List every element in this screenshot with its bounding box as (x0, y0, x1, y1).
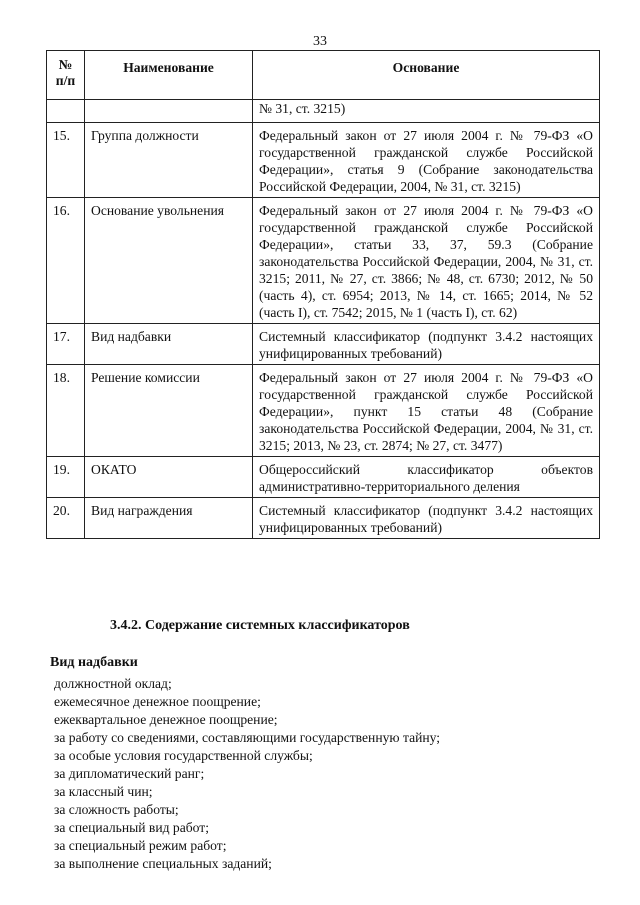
table-row (47, 198, 600, 324)
table-row (47, 498, 600, 539)
cell-empty (85, 100, 253, 123)
list-item: за выполнение специальных заданий; (54, 856, 272, 871)
cell-name: ОКАТО (85, 457, 253, 498)
cell-number: 20. (47, 498, 85, 539)
cell-number: 17. (47, 324, 85, 365)
list-item: за работу со сведениями, составляющими государственную тайну; (54, 730, 441, 745)
list-item: за дипломатический ранг; (54, 766, 205, 781)
list-item: за специальный режим работ; (54, 838, 227, 853)
cell-name: Решение комиссии (85, 365, 253, 457)
section-title: 3.4.2. Содержание системных классификаторов (110, 618, 410, 633)
list-item: за особые условия государственной службы; (54, 748, 313, 763)
table-row (47, 365, 600, 457)
cell-basis: Федеральный закон от 27 июля 2004 г. № 79-ФЗ «О государственной гражданской службе Российской Федерации», статьи 33, 37, 59.3 (Собрание законодательства Российской Федерации, 2004, № 31, ст. 3215; 2011, № 27, ст. 3866; № 48, ст. 6730; 2012, № 50 (часть 4), ст. 6954; 2013, № 14, ст. 1665; 2014, № 52 (часть I), ст. 7542; 2015, № 1 (часть I), ст. 62) (253, 198, 600, 324)
cell-name: Вид награждения (85, 498, 253, 539)
list-item: за сложность работы; (54, 802, 179, 817)
page-number: 33 (313, 34, 327, 49)
cell-number: 19. (47, 457, 85, 498)
cell-name: Вид надбавки (85, 324, 253, 365)
cell-basis: Системный классификатор (подпункт 3.4.2 настоящих унифицированных требований) (253, 324, 600, 365)
header-basis: Основание (253, 51, 600, 100)
cell-basis: Федеральный закон от 27 июля 2004 г. № 79-ФЗ «О государственной гражданской службе Российской Федерации», пункт 15 статьи 48 (Собрание законодательства Российской Федерации, 2004, № 31, ст. 3215; 2013, № 23, ст. 2874; № 27, ст. 3477) (253, 365, 600, 457)
cell-basis: Системный классификатор (подпункт 3.4.2 настоящих унифицированных требований) (253, 498, 600, 539)
cell-number: 18. (47, 365, 85, 457)
cell-name: Основание увольнения (85, 198, 253, 324)
table-header-row (47, 51, 600, 100)
list-item: должностной оклад; (54, 676, 172, 691)
subsection-title: Вид надбавки (50, 655, 138, 670)
list-item: за специальный вид работ; (54, 820, 210, 835)
cell-basis: Федеральный закон от 27 июля 2004 г. № 79-ФЗ «О государственной гражданской службе Российской Федерации», статья 9 (Собрание законодательства Российской Федерации, 2004, № 31, ст. 3215) (253, 123, 600, 198)
table-row-continuation (47, 100, 600, 123)
list-item: за классный чин; (54, 784, 153, 799)
cell-name: Группа должности (85, 123, 253, 198)
header-number: № п/п (47, 51, 85, 100)
table-row (47, 123, 600, 198)
cell-basis: Общероссийский классификатор объектов административно-территориального деления (253, 457, 600, 498)
legal-basis-table (46, 50, 600, 539)
cell-number: 16. (47, 198, 85, 324)
allowance-type-list (54, 675, 440, 873)
cell-basis-continuation: № 31, ст. 3215) (253, 100, 600, 123)
table-row (47, 457, 600, 498)
table-row (47, 324, 600, 365)
list-item: ежемесячное денежное поощрение; (54, 694, 261, 709)
cell-empty (47, 100, 85, 123)
list-item: ежеквартальное денежное поощрение; (54, 712, 278, 727)
header-name: Наименование (85, 51, 253, 100)
cell-number: 15. (47, 123, 85, 198)
